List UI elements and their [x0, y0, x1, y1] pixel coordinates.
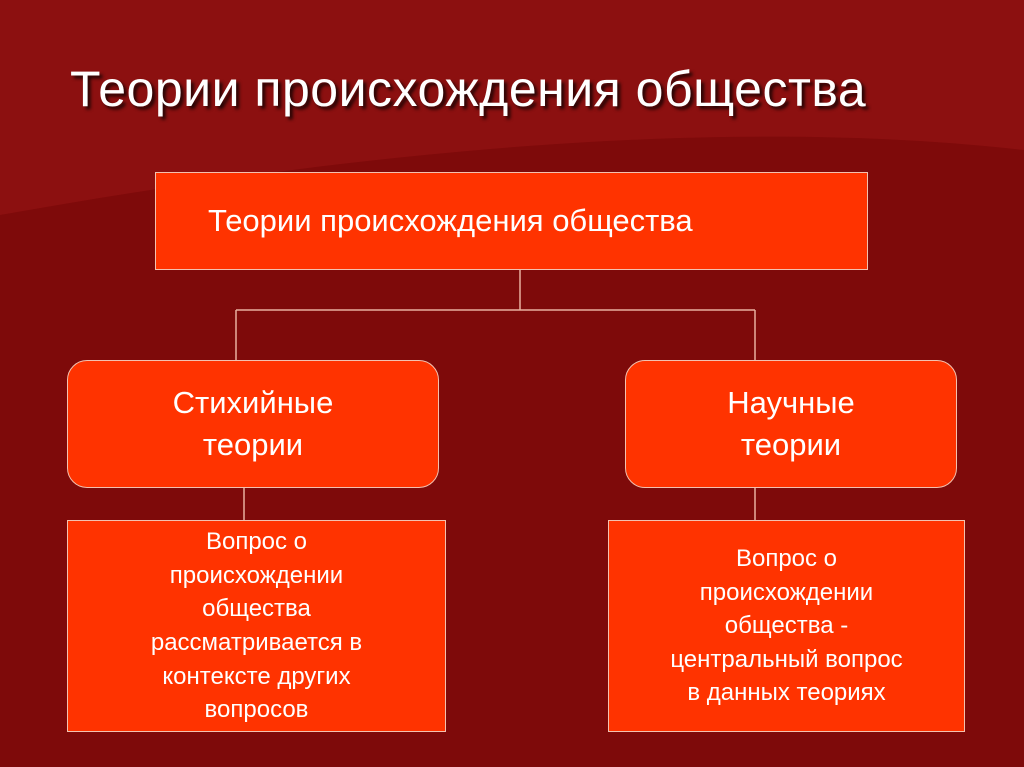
category-label: Стихийные теории: [172, 385, 334, 462]
description-text: Вопрос о происхождении общества рассматривается в контексте других вопросов: [150, 528, 363, 724]
description-scientific-theories: [608, 520, 965, 732]
description-text: Вопрос о происхождении общества - центральный вопрос в данных теориях: [670, 545, 903, 707]
root-node-label: Теории происхождения общества: [208, 203, 693, 238]
category-spontaneous-theories: [67, 360, 439, 488]
description-spontaneous-theories: [67, 520, 446, 732]
category-label: Научные теории: [727, 385, 855, 462]
category-scientific-theories: [625, 360, 957, 488]
slide-title: Теории происхождения общества: [70, 61, 867, 117]
root-node: [155, 172, 868, 270]
